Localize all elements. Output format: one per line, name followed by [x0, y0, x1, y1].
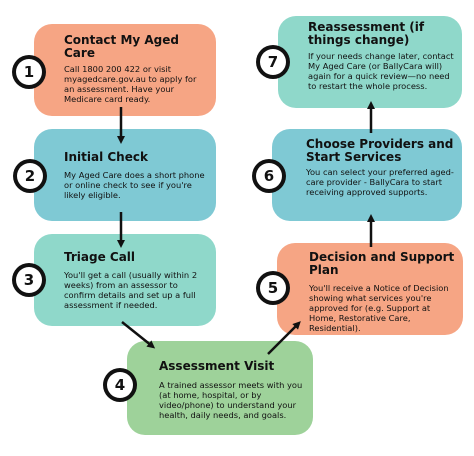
- step-4-number-badge: [103, 368, 137, 402]
- step-1-body: Call 1800 200 422 or visit myagedcare.gov.au to apply for an assessment. Have your Medicare card ready.: [64, 64, 197, 104]
- step-3-body: You'll get a call (usually within 2 weeks) from an assessor to confirm details and set up a full assessment if needed.: [64, 270, 198, 310]
- step-5-title: Decision and Support Plan: [309, 250, 455, 277]
- step-2-number-badge: [13, 159, 47, 193]
- step-1-number-badge: [12, 55, 46, 89]
- step-3-number-badge: [12, 263, 46, 297]
- step-6-title: Choose Providers and Start Services: [306, 137, 454, 164]
- step-7-body: If your needs change later, contact My Aged Care (or BallyCara will) again for a quick review—no need to restart the whole process.: [308, 51, 454, 91]
- step-1-number: 1: [16, 59, 42, 85]
- step-5-body: You'll receive a Notice of Decision showing what services you're approved for (e.g. Support at Home, Restorative Care, Residential).: [309, 283, 449, 333]
- step-6-number: 6: [256, 163, 282, 189]
- step-1-title: Contact My Aged Care: [64, 33, 180, 60]
- step-7-title: Reassessment (if things change): [308, 20, 425, 47]
- step-3-title: Triage Call: [64, 250, 136, 264]
- step-4-number: 4: [107, 372, 133, 398]
- step-1-box: [34, 24, 216, 116]
- step-5-box: [277, 243, 463, 335]
- step-6-body: You can select your preferred aged-care provider - BallyCara to start receiving approved supports.: [306, 167, 454, 197]
- step-2-box: [34, 129, 216, 221]
- step-7-number: 7: [260, 49, 286, 75]
- step-5-number-badge: [256, 271, 290, 305]
- step-2-number: 2: [17, 163, 43, 189]
- step-4-body: A trained assessor meets with you (at home, hospital, or by video/phone) to understand your health, daily needs, and goals.: [159, 380, 303, 420]
- step-6-box: [272, 129, 462, 221]
- step-2-title: Initial Check: [64, 150, 148, 164]
- step-4-box: [127, 341, 313, 435]
- step-2-body: My Aged Care does a short phone or online check to see if you're likely eligible.: [64, 170, 205, 200]
- step-7-number-badge: [256, 45, 290, 79]
- step-5-number: 5: [260, 275, 286, 301]
- step-3-box: [34, 234, 216, 326]
- step-6-number-badge: [252, 159, 286, 193]
- step-4-title: Assessment Visit: [159, 359, 275, 373]
- step-7-box: [278, 16, 462, 108]
- step-3-number: 3: [16, 267, 42, 293]
